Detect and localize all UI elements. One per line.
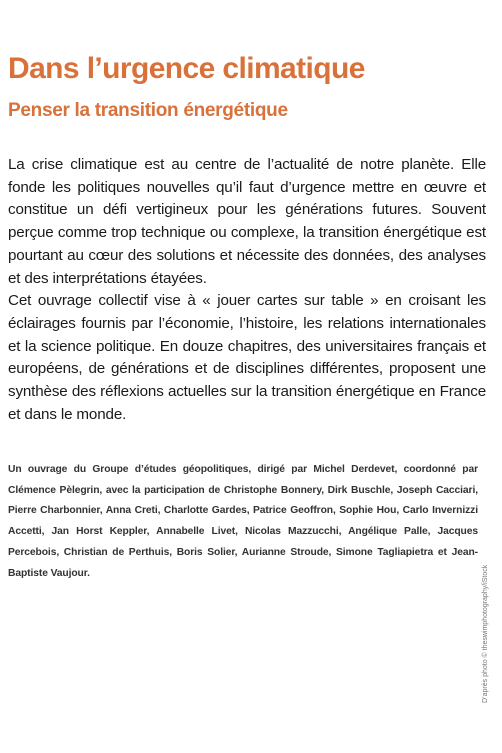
blurb-paragraph-2: Cet ouvrage collectif vise à « jouer cartes sur table » en croisant les éclairages fournis par l’économie, l’histoire, les relations internationales et la science politique. En douze chapitres, des universitaires français et européens, de générations et de disciplines différentes, proposent une synthèse des réflexions actuelles sur la transition énergétique en France et dans le monde.: [8, 292, 486, 423]
photo-credit: D’après photo © theswimphotography/iStock: [482, 564, 489, 703]
blurb: [8, 154, 486, 426]
contributors-list: Un ouvrage du Groupe d’études géopolitiques, dirigé par Michel Derdevet, coordonné par Clémence Pèlegrin, avec la participation de Christophe Bonnery, Dirk Buschle, Joseph Cacciari, Pierre Charbonnier, Anna Creti, Charlotte Gardes, Patrice Geoffron, Sophie Hou, Carlo Invernizzi Accetti, Jan Horst Keppler, Annabelle Livet, Nicolas Mazzucchi, Angélique Palle, Jacques Percebois, Christian de Perthuis, Boris Solier, Aurianne Stroude, Simone Tagliapietra et Jean-Baptiste Vaujour.: [8, 464, 478, 579]
book-subtitle: Penser la transition énergétique: [8, 100, 288, 121]
book-title: Dans l’urgence climatique: [8, 52, 365, 85]
blurb-paragraph-1: La crise climatique est au centre de l’actualité de notre planète. Elle fonde les politiques nouvelles qu’il faut d’urgence mettre en œuvre et constitue un défi vertigineux pour les générations futures. Souvent perçue comme trop technique ou complexe, la transition énergétique est pourtant au cœur des solutions et nécessite des données, des analyses et des interprétations étayées.: [8, 156, 486, 287]
